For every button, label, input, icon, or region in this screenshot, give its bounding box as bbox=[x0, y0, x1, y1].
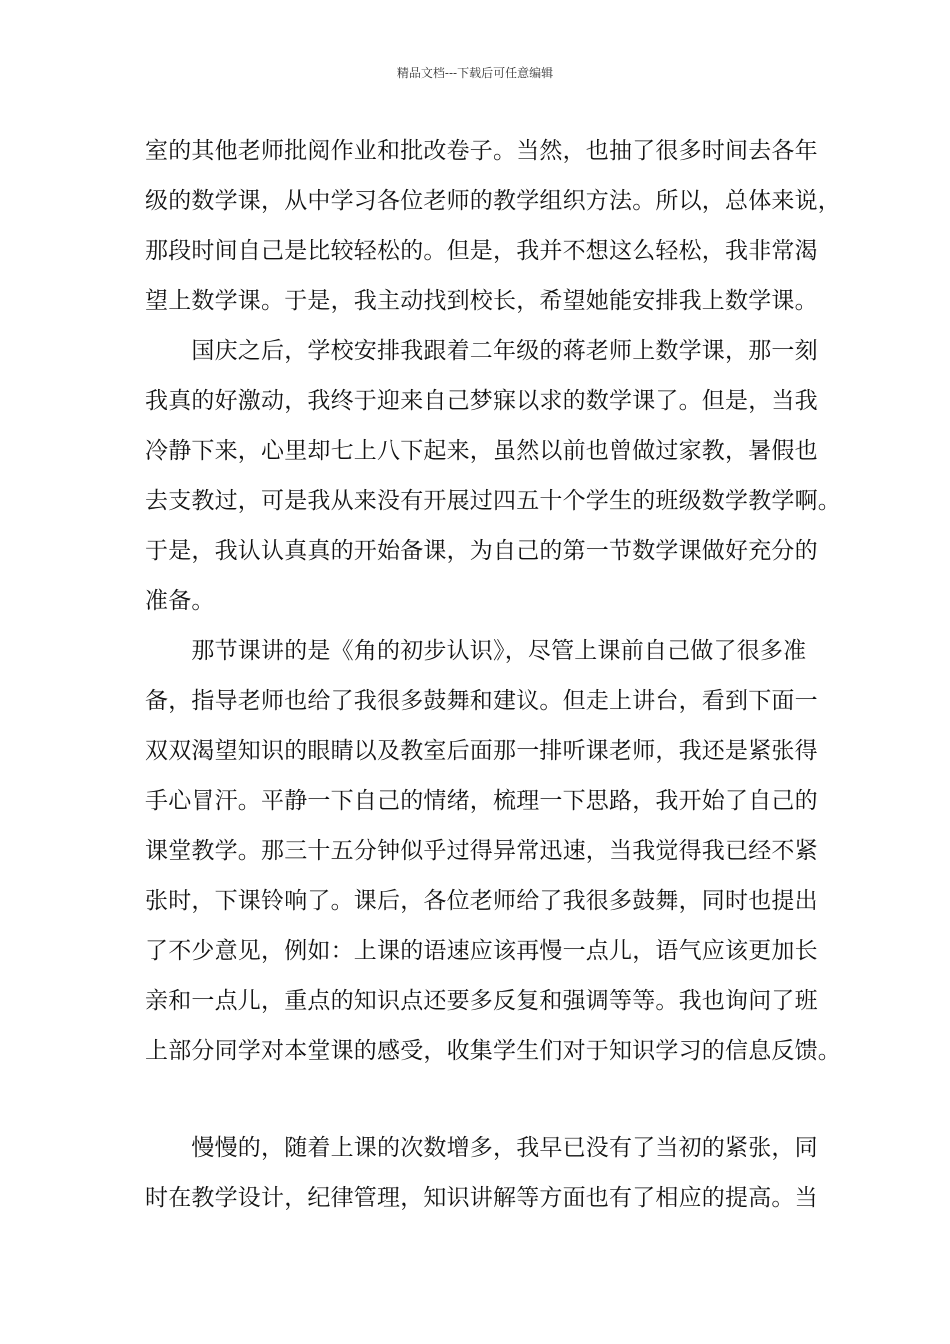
text-line: 备，指导老师也给了我很多鼓舞和建议。但走上讲台，看到下面一 bbox=[145, 688, 818, 714]
text-line: 冷静下来，心里却七上八下起来，虽然以前也曾做过家教，暑假也 bbox=[145, 438, 818, 464]
text-line: 那段时间自己是比较轻松的。但是，我并不想这么轻松，我非常渴 bbox=[145, 238, 818, 264]
text-line: 手心冒汗。平静一下自己的情绪，梳理一下思路，我开始了自己的 bbox=[145, 788, 818, 814]
text-line: 望上数学课。于是，我主动找到校长，希望她能安排我上数学课。 bbox=[145, 288, 818, 314]
text-line: 国庆之后，学校安排我跟着二年级的蒋老师上数学课，那一刻 bbox=[145, 338, 818, 364]
text-line: 那节课讲的是《角的初步认识》，尽管上课前自己做了很多准 bbox=[145, 638, 807, 664]
text-line: 时在教学设计，纪律管理，知识讲解等方面也有了相应的提高。当 bbox=[145, 1185, 818, 1211]
text-line: 去支教过，可是我从来没有开展过四五十个学生的班级数学教学啊。 bbox=[145, 488, 841, 514]
text-line: 亲和一点儿，重点的知识点还要多反复和强调等等。我也询问了班 bbox=[145, 988, 818, 1014]
text-line: 上部分同学对本堂课的感受，收集学生们对于知识学习的信息反馈。 bbox=[145, 1038, 841, 1064]
text-line: 级的数学课，从中学习各位老师的教学组织方法。所以，总体来说， bbox=[145, 188, 841, 214]
text-line: 课堂教学。那三十五分钟似乎过得异常迅速，当我觉得我已经不紧 bbox=[145, 838, 818, 864]
page-header: 精品文档---下载后可任意编辑 bbox=[396, 66, 554, 80]
text-line: 了不少意见，例如：上课的语速应该再慢一点儿，语气应该更加长 bbox=[145, 938, 818, 964]
text-line: 慢慢的，随着上课的次数增多，我早已没有了当初的紧张，同 bbox=[145, 1135, 818, 1161]
text-line: 张时，下课铃响了。课后，各位老师给了我很多鼓舞，同时也提出 bbox=[145, 888, 818, 914]
text-line: 准备。 bbox=[145, 588, 215, 614]
text-line: 于是，我认认真真的开始备课，为自己的第一节数学课做好充分的 bbox=[145, 538, 818, 564]
text-line: 室的其他老师批阅作业和批改卷子。当然，也抽了很多时间去各年 bbox=[145, 138, 818, 164]
text-line: 双双渴望知识的眼睛以及教室后面那一排听课老师，我还是紧张得 bbox=[145, 738, 818, 764]
text-line: 我真的好激动，我终于迎来自己梦寐以求的数学课了。但是，当我 bbox=[145, 388, 818, 414]
